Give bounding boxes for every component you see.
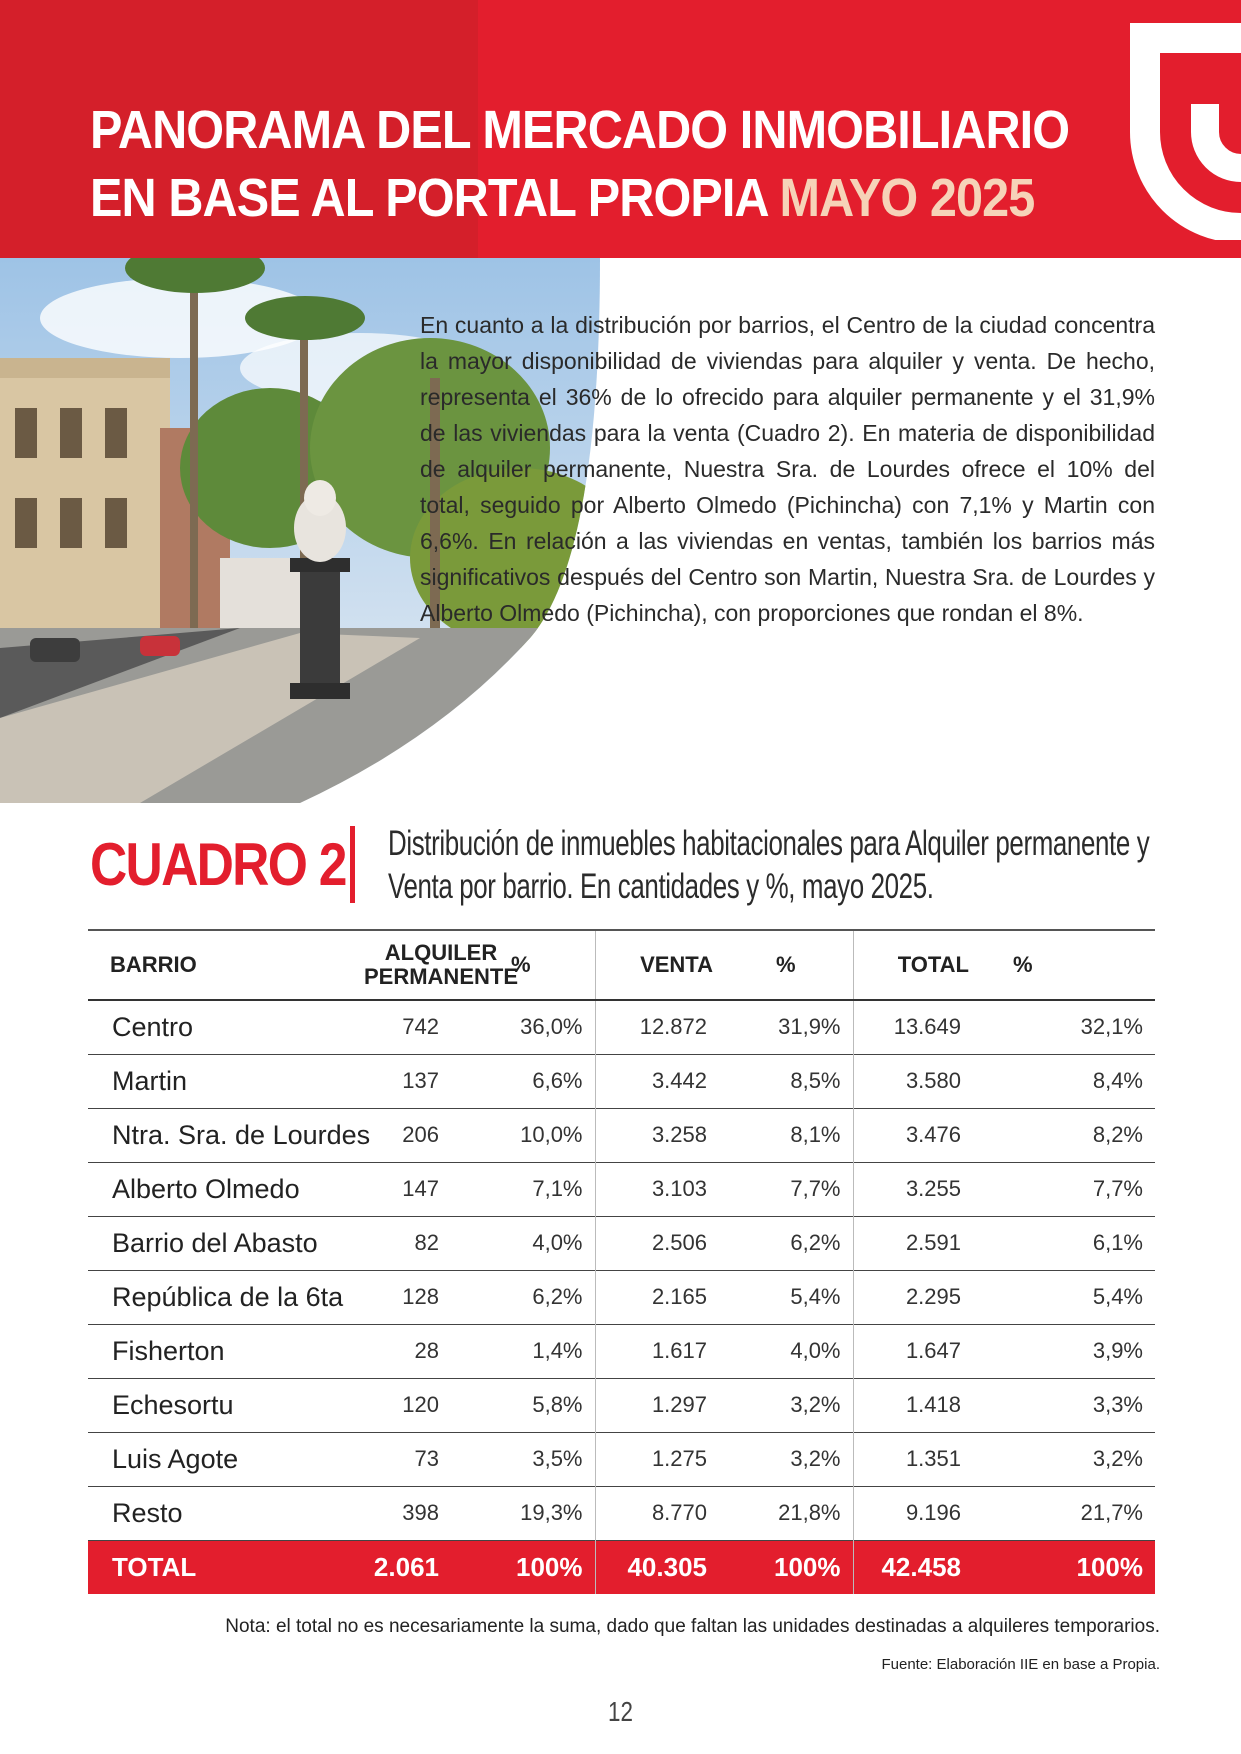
- cell-value: 8.770: [651, 1500, 707, 1525]
- cell-value: 1.275: [651, 1446, 707, 1471]
- cell-value: 3,2%: [719, 1432, 853, 1486]
- caption-line-1: Distribución de inmuebles habitacionales para Alquiler permanente y: [388, 824, 1150, 863]
- cell-barrio: Martin: [112, 1065, 188, 1096]
- cell-value: 3,5%: [451, 1432, 595, 1486]
- cell-value: 42.458: [881, 1551, 961, 1582]
- cell-value: 100%: [1076, 1551, 1143, 1582]
- cell-value: 4,0%: [719, 1324, 853, 1378]
- page-number: 12: [608, 1696, 633, 1727]
- cell-barrio: Centro: [112, 1011, 194, 1042]
- cell-value: 31,9%: [719, 1000, 853, 1054]
- cell-value: 1.647: [905, 1338, 961, 1363]
- cell-value: 73: [414, 1446, 439, 1471]
- cell-value: 6,6%: [451, 1054, 595, 1108]
- cell-value: 28: [414, 1338, 439, 1363]
- cell-value: 3.258: [651, 1122, 707, 1147]
- header-alquiler-line1: ALQUILER: [384, 940, 498, 965]
- cell-value: 8,4%: [1092, 1068, 1143, 1093]
- header-banner: [0, 0, 1241, 258]
- cell-value: 1.351: [905, 1446, 961, 1471]
- cell-value: 742: [402, 1014, 439, 1040]
- header-alquiler-line2: PERMANENTE: [363, 964, 518, 989]
- cell-barrio: Resto: [112, 1497, 183, 1528]
- title-highlight: MAYO 2025: [779, 168, 1035, 228]
- cell-value: 6,2%: [451, 1270, 595, 1324]
- cell-value: 1.297: [651, 1392, 707, 1417]
- table-row: [88, 1054, 1155, 1108]
- cuadro-caption: [388, 822, 1149, 908]
- header-alquiler: [363, 930, 518, 1000]
- cell-value: 5,8%: [451, 1378, 595, 1432]
- cell-barrio: Barrio del Abasto: [112, 1227, 318, 1258]
- cell-barrio: Fisherton: [112, 1335, 225, 1366]
- cell-value: 1.617: [651, 1338, 707, 1363]
- cell-value: 206: [402, 1122, 439, 1147]
- cell-value: 3.580: [905, 1068, 961, 1093]
- cell-value: 7,7%: [1092, 1176, 1143, 1201]
- cell-value: 147: [402, 1176, 439, 1201]
- cell-value: 5,4%: [1092, 1284, 1143, 1309]
- table-row: [88, 1378, 1155, 1432]
- header-venta-pct: %: [719, 930, 853, 1000]
- cell-value: 7,1%: [451, 1162, 595, 1216]
- cell-value: 5,4%: [719, 1270, 853, 1324]
- cell-value: 2.061: [373, 1551, 439, 1582]
- table-row: [88, 1270, 1155, 1324]
- cuadro-divider: [350, 826, 355, 903]
- cell-value: 7,7%: [719, 1162, 853, 1216]
- source-note: Fuente: Elaboración IIE en base a Propia.: [881, 1656, 1160, 1673]
- cell-value: 3,2%: [719, 1378, 853, 1432]
- table-total-row: [88, 1540, 1155, 1594]
- cell-value: 6,2%: [719, 1216, 853, 1270]
- cell-value: 4,0%: [451, 1216, 595, 1270]
- cell-value: 3.476: [905, 1122, 961, 1147]
- cell-value: 32,1%: [1080, 1014, 1143, 1040]
- cell-value: 13.649: [893, 1014, 961, 1040]
- cell-value: 9.196: [905, 1500, 961, 1525]
- table-header-row: [88, 930, 1155, 1000]
- cell-value: 12.872: [639, 1014, 707, 1040]
- cell-value: 3.255: [905, 1176, 961, 1201]
- caption-line-2: Venta por barrio. En cantidades y %, mayo 2025.: [388, 867, 934, 906]
- cell-value: 82: [414, 1230, 439, 1255]
- cell-barrio: República de la 6ta: [112, 1281, 344, 1312]
- cell-value: 10,0%: [451, 1108, 595, 1162]
- cell-barrio: Luis Agote: [112, 1443, 239, 1474]
- cell-value: 120: [402, 1392, 439, 1417]
- cell-value: 21,8%: [719, 1486, 853, 1540]
- table-row: [88, 1486, 1155, 1540]
- cell-value: 1,4%: [451, 1324, 595, 1378]
- title-line-1: PANORAMA DEL MERCADO INMOBILIARIO: [90, 100, 1070, 160]
- brand-logo-icon: [1101, 22, 1241, 240]
- table-row: [88, 1432, 1155, 1486]
- table-row: [88, 1000, 1155, 1054]
- cell-barrio: Ntra. Sra. de Lourdes: [112, 1119, 371, 1150]
- intro-paragraph: En cuanto a la distribución por barrios, el Centro de la ciudad concentra la mayor disponibilidad de viviendas para alquiler y venta. De hecho, representa el 36% de lo ofrecido para alquiler permanente y el 31,9% de las viviendas para la venta (Cuadro 2). En materia de disponibilidad de alquiler permanente, Nuestra Sra. de Lourdes ofrece el 10% del total, seguido por Alberto Olmedo (Pichincha) con 7,1% y Martin con 6,6%. En relación a las viviendas en ventas, también los barrios más significativos después del Centro son Martin, Nuestra Sra. de Lourdes y Alberto Olmedo (Pichincha), con proporciones que rondan el 8%.: [420, 312, 1155, 626]
- cell-value: 2.295: [905, 1284, 961, 1309]
- cell-value: 40.305: [627, 1551, 707, 1582]
- cell-value: 3,2%: [1092, 1446, 1143, 1471]
- cell-value: 19,3%: [451, 1486, 595, 1540]
- table-row: [88, 1216, 1155, 1270]
- cell-value: 2.591: [905, 1230, 961, 1255]
- cell-value: 3.442: [651, 1068, 707, 1093]
- cell-value: 36,0%: [451, 1000, 595, 1054]
- table-row: [88, 1162, 1155, 1216]
- header-alquiler-pct: %: [451, 930, 595, 1000]
- header-total: TOTAL: [897, 952, 969, 977]
- cell-value: 8,1%: [719, 1108, 853, 1162]
- header-barrio: BARRIO: [110, 952, 197, 977]
- cell-barrio: Alberto Olmedo: [112, 1173, 300, 1204]
- table-row: [88, 1324, 1155, 1378]
- cell-value: 1.418: [905, 1392, 961, 1417]
- title-line-2: EN BASE AL PORTAL PROPIA: [90, 168, 767, 228]
- cell-value: 128: [402, 1284, 439, 1309]
- cell-value: 21,7%: [1080, 1500, 1143, 1525]
- cuadro-label: CUADRO 2: [90, 831, 346, 898]
- header-total-pct: %: [1013, 952, 1033, 977]
- distribution-table: [88, 929, 1155, 1594]
- cell-value: 398: [402, 1500, 439, 1525]
- cell-value: 8,2%: [1092, 1122, 1143, 1147]
- cell-barrio: Echesortu: [112, 1389, 234, 1420]
- cell-value: 3,9%: [1092, 1338, 1143, 1363]
- cell-value: 100%: [451, 1540, 595, 1594]
- cell-value: 3,3%: [1092, 1392, 1143, 1417]
- table-note: Nota: el total no es necesariamente la suma, dado que faltan las unidades destinadas a alquileres temporarios.: [225, 1616, 1160, 1637]
- header-venta: VENTA: [640, 952, 713, 977]
- cell-value: 3.103: [651, 1176, 707, 1201]
- cell-value: 137: [402, 1068, 439, 1093]
- cell-value: 8,5%: [719, 1054, 853, 1108]
- page-title: [90, 96, 1069, 232]
- cell-value: 6,1%: [1092, 1230, 1143, 1255]
- cell-barrio: TOTAL: [112, 1551, 197, 1582]
- cell-value: 2.165: [651, 1284, 707, 1309]
- cell-value: 100%: [719, 1540, 853, 1594]
- table-row: [88, 1108, 1155, 1162]
- cell-value: 2.506: [651, 1230, 707, 1255]
